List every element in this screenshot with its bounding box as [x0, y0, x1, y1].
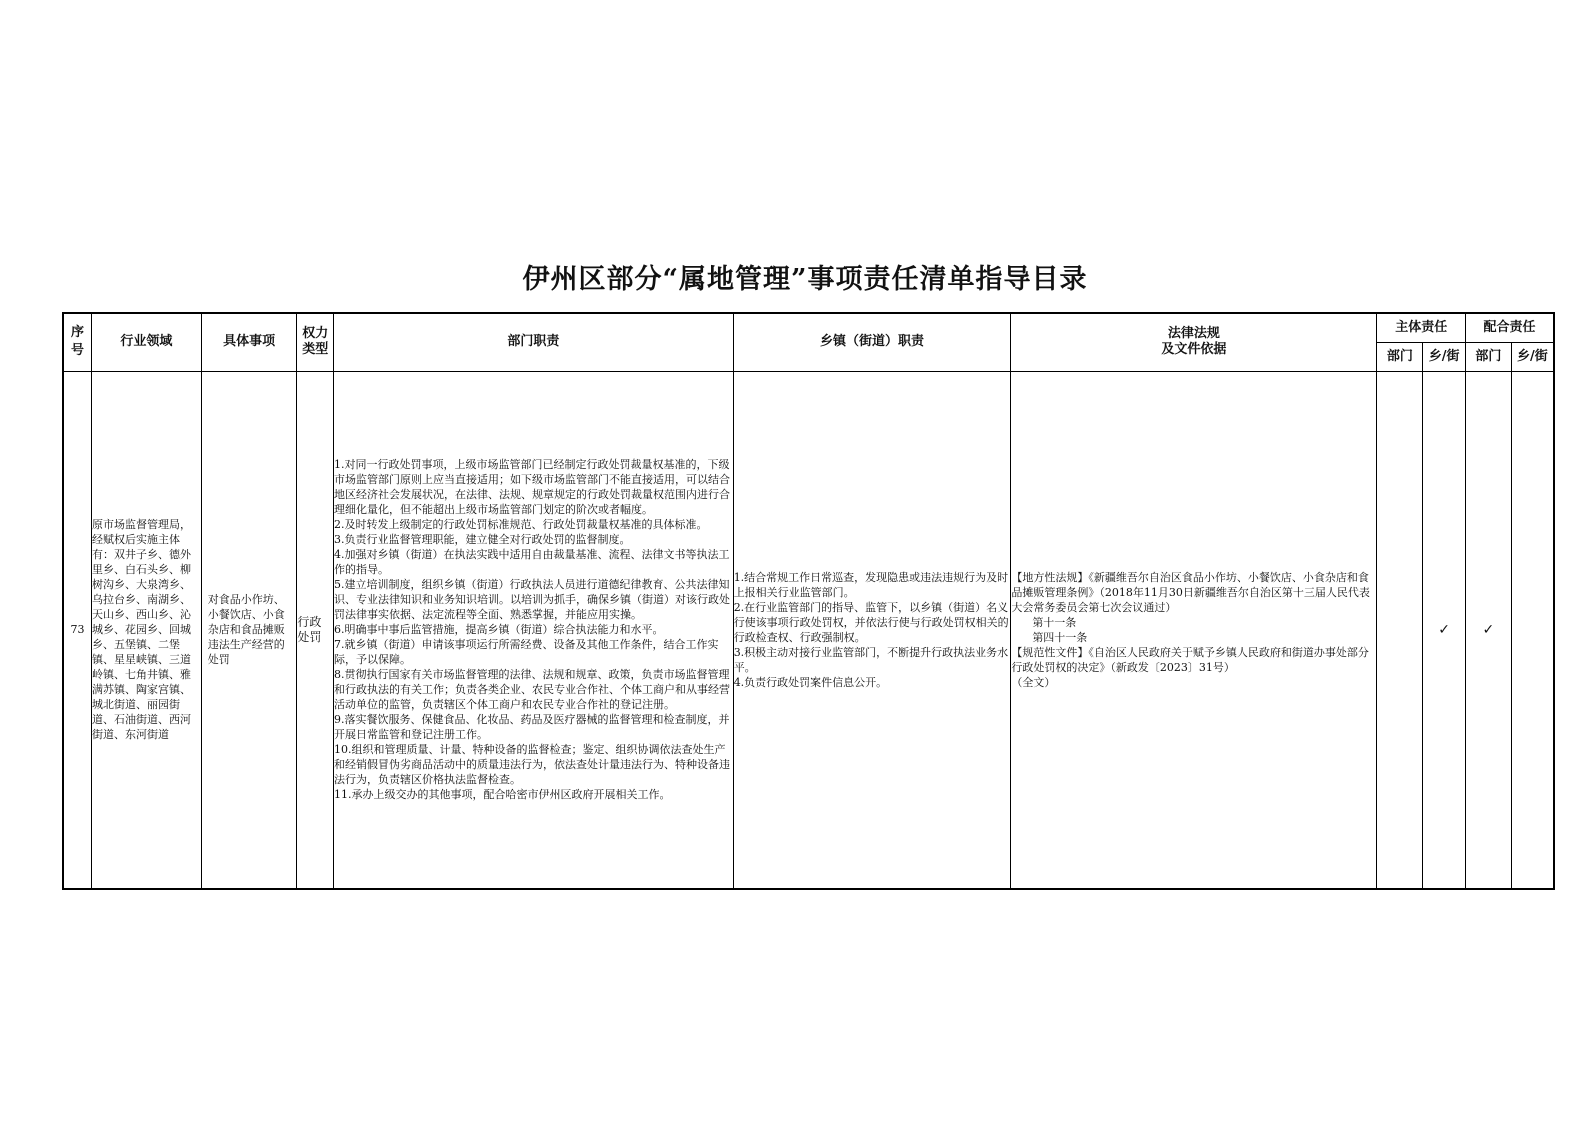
dept-duty-item: 5.建立培训制度，组织乡镇（街道）行政执法人员进行道德纪律教育、公共法律知识、专业法律知识和业务知识培训。以培训为抓手，确保乡镇（街道）对该行政处罚法律事实依据、法定流程等全面、熟悉掌握，并能应用实操。	[334, 578, 730, 622]
header-power-type: 权力类型	[297, 313, 334, 371]
main-dept-cell	[1377, 371, 1423, 889]
header-main-dept: 部门	[1377, 342, 1423, 371]
dept-duty-item: 11.承办上级交办的其他事项，配合哈密市伊州区政府开展相关工作。	[334, 788, 671, 802]
law-item: 【地方性法规】《新疆维吾尔自治区食品小作坊、小餐饮店、小食杂店和食品摊贩管理条例》（2018年11月30日新疆维吾尔自治区第十三届人民代表大会常务委员会第七次会议通过）	[1011, 570, 1370, 614]
header-main-resp: 主体责任	[1377, 313, 1465, 342]
header-law	[1011, 313, 1377, 371]
law-item: （全文）	[1011, 675, 1056, 689]
row-dept-duty	[334, 371, 734, 889]
header-coop-town: 乡/街	[1511, 342, 1554, 371]
row-town-duty	[733, 371, 1011, 889]
law-item: 第十一条	[1011, 615, 1077, 629]
dept-duty-item: 7.就乡镇（街道）申请该事项运行所需经费、设备及其他工作条件，结合工作实际，予以保障。	[334, 638, 719, 667]
coop-town-cell	[1511, 371, 1554, 889]
town-duty-item: 2.在行业监管部门的指导、监管下，以乡镇（街道）名义行使该事项行政处罚权，并依法行使与行政处罚权相关的行政检查权、行政强制权。	[733, 600, 1009, 644]
dept-duty-item: 4.加强对乡镇（街道）在执法实践中适用自由裁量基准、流程、法律文书等执法工作的指导。	[334, 548, 730, 577]
dept-duty-item: 8.贯彻执行国家有关市场监督管理的法律、法规和规章、政策，负责市场监督管理和行政执法的有关工作；负责各类企业、农民专业合作社、个体工商户和从事经营活动单位的监管，负责辖区个体工商户和农民专业合作社的登记注册。	[334, 668, 730, 712]
page-title: 伊州区部分“属地管理”事项责任清单指导目录	[522, 264, 1088, 295]
header-industry: 行业领域	[91, 313, 201, 371]
header-coop-resp: 配合责任	[1465, 313, 1554, 342]
dept-duty-item: 1.对同一行政处罚事项，上级市场监管部门已经制定行政处罚裁量权基准的，下级市场监管部门原则上应当直接适用；如下级市场监管部门不能直接适用，可以结合地区经济社会发展状况，在法律、法规、规章规定的行政处罚裁量权范围内进行合理细化量化，但不能超出上级市场监管部门划定的阶次或者幅度。	[334, 458, 730, 517]
header-law-line1: 法律法规	[1167, 326, 1220, 342]
town-duty-item: 3.积极主动对接行业监管部门，不断提升行政执法业务水平。	[733, 645, 1009, 674]
header-dept-duty: 部门职责	[334, 313, 734, 371]
row-item: 对食品小作坊、小餐饮店、小食杂店和食品摊贩违法生产经营的处罚	[201, 371, 297, 889]
dept-duty-item: 3.负责行业监督管理职能，建立健全对行政处罚的监督制度。	[334, 533, 631, 547]
law-item: 第四十一条	[1011, 630, 1088, 644]
dept-duty-item: 10.组织和管理质量、计量、特种设备的监督检查；鉴定、组织协调依法查处生产和经销假冒伪劣商品活动中的质量违法行为，依法查处计量违法行为、特种设备违法行为，负责辖区价格执法监督检查。	[334, 743, 730, 787]
dept-duty-item: 9.落实餐饮服务、保健食品、化妆品、药品及医疗器械的监督管理和检查制度，并开展日常监管和登记注册工作。	[334, 713, 730, 742]
header-law-line2: 及文件依据	[1161, 342, 1227, 358]
law-item: 【规范性文件】《自治区人民政府关于赋予乡镇人民政府和街道办事处部分行政处罚权的决定》（新政发〔2023〕31号）	[1011, 645, 1369, 674]
town-duty-item: 4.负责行政处罚案件信息公开。	[733, 675, 888, 689]
header-coop-dept: 部门	[1465, 342, 1511, 371]
header-item: 具体事项	[201, 313, 297, 371]
row-power-type: 行政处罚	[297, 371, 334, 889]
town-duty-item: 1.结合常规工作日常巡查，发现隐患或违法违规行为及时上报相关行业监管部门。	[733, 570, 1009, 599]
dept-duty-item: 6.明确事中事后监管措施，提高乡镇（街道）综合执法能力和水平。	[334, 623, 664, 637]
header-seq: 序号	[63, 313, 91, 371]
coop-dept-check-icon: ✓	[1465, 371, 1511, 889]
row-seq: 73	[63, 371, 91, 889]
header-town-duty: 乡镇（街道）职责	[733, 313, 1011, 371]
header-main-town: 乡/街	[1423, 342, 1466, 371]
row-law	[1011, 371, 1377, 889]
table-row	[63, 371, 1554, 889]
dept-duty-item: 2.及时转发上级制定的行政处罚标准规范、行政处罚裁量权基准的具体标准。	[334, 518, 708, 532]
row-industry: 原市场监督管理局，经赋权后实施主体有：双井子乡、德外里乡、白石头乡、柳树沟乡、大泉湾乡、乌拉台乡、南湖乡、天山乡、西山乡、沁城乡、花园乡、回城乡、五堡镇、二堡镇、星星峡镇、三道岭镇、七角井镇、雅满苏镇、陶家宫镇、城北街道、丽园街道、石油街道、西河街道、东河街道	[91, 371, 201, 889]
responsibility-table	[62, 312, 1555, 890]
main-town-check-icon: ✓	[1423, 371, 1466, 889]
